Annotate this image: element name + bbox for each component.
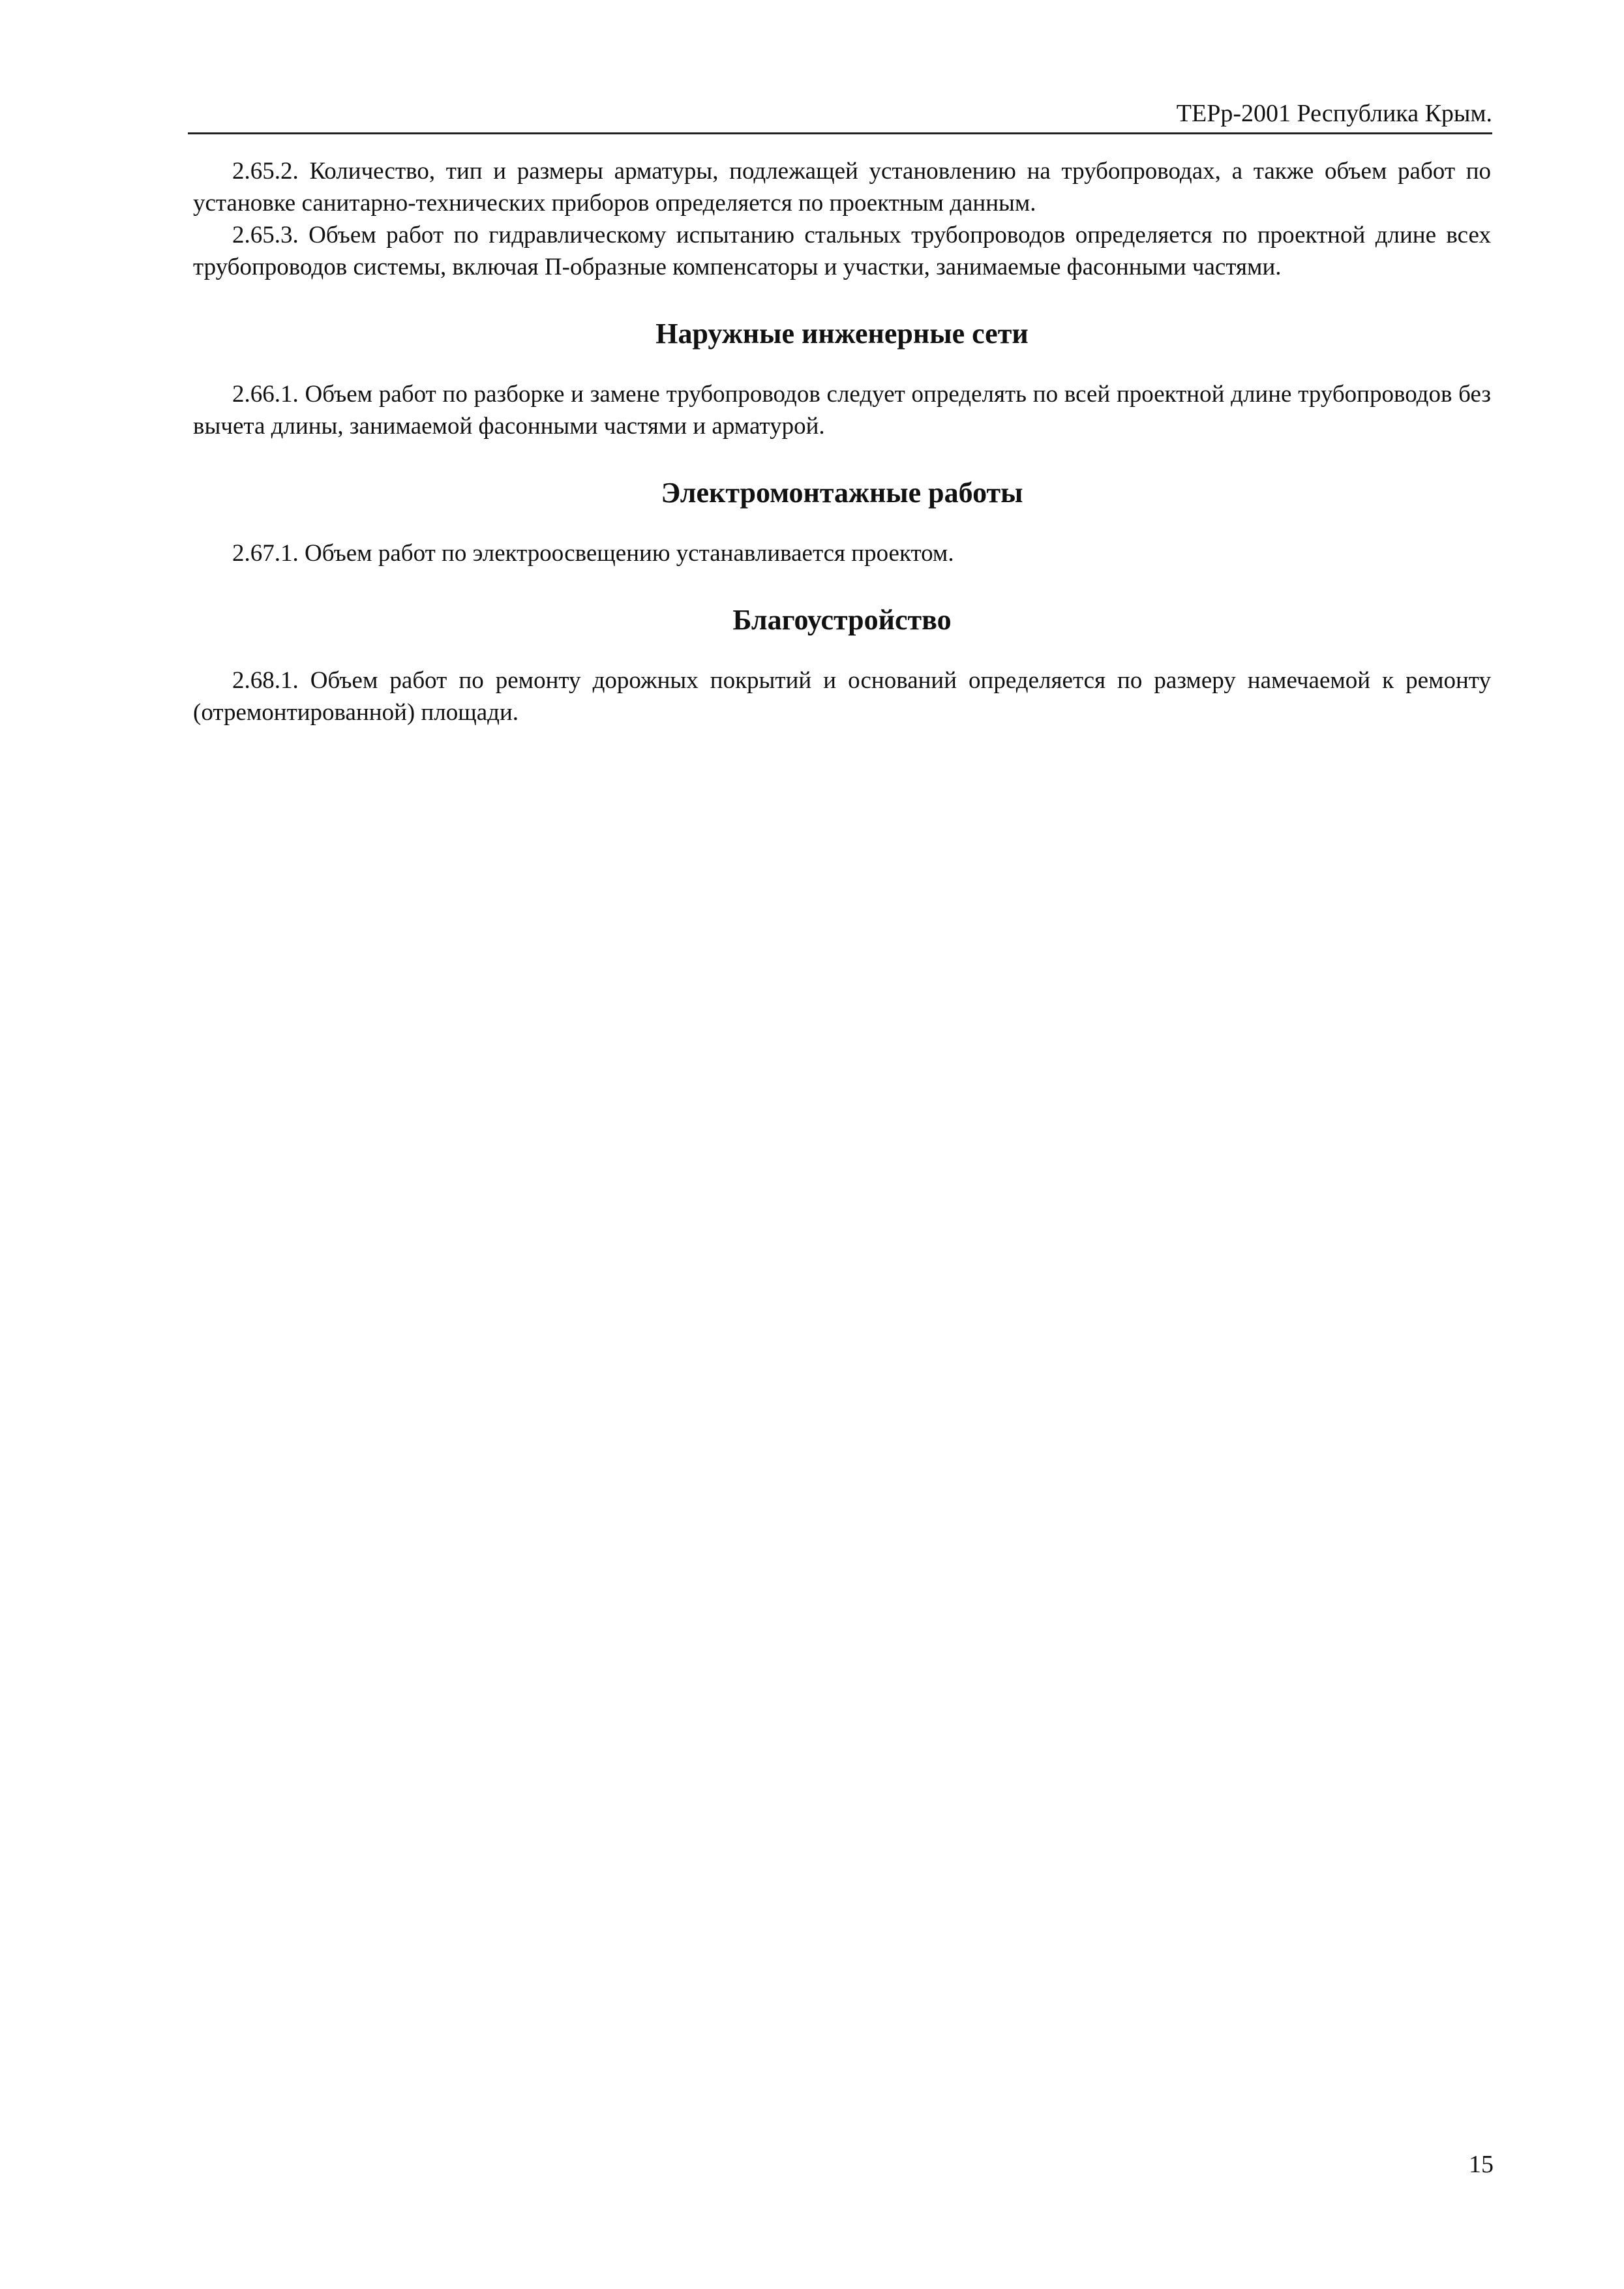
paragraph-2-68-1: 2.68.1. Объем работ по ремонту дорожных покрытий и оснований определяется по размеру намечаемой к ремонту (отремонтированной) площади. — [193, 667, 1491, 726]
page-content — [193, 155, 1491, 728]
paragraph-2-65-3: 2.65.3. Объем работ по гидравлическому испытанию стальных трубопроводов определяется по проектной длине всех трубопроводов системы, включая П-образные компенсаторы и участки, занимаемые фасонными частями. — [193, 222, 1491, 280]
paragraph-2-67-1: 2.67.1. Объем работ по электроосвещению устанавливается проектом. — [232, 540, 954, 567]
header-rule — [188, 132, 1492, 134]
page-number: 15 — [1469, 2151, 1494, 2178]
section-heading-electrical-works: Электромонтажные работы — [661, 477, 1023, 509]
paragraph-2-66-1: 2.66.1. Объем работ по разборке и замене трубопроводов следует определять по всей проектной длине трубопроводов без вычета длины, занимаемой фасонными частями и арматурой. — [193, 381, 1491, 440]
paragraph-2-65-2: 2.65.2. Количество, тип и размеры арматуры, подлежащей установлению на трубопроводах, а также объем работ по установке санитарно-технических приборов определяется по проектным данным. — [193, 158, 1491, 217]
running-header: ТЕРр-2001 Республика Крым. — [1176, 100, 1492, 127]
section-heading-landscaping: Благоустройство — [732, 604, 952, 636]
section-heading-external-networks: Наружные инженерные сети — [655, 318, 1029, 350]
